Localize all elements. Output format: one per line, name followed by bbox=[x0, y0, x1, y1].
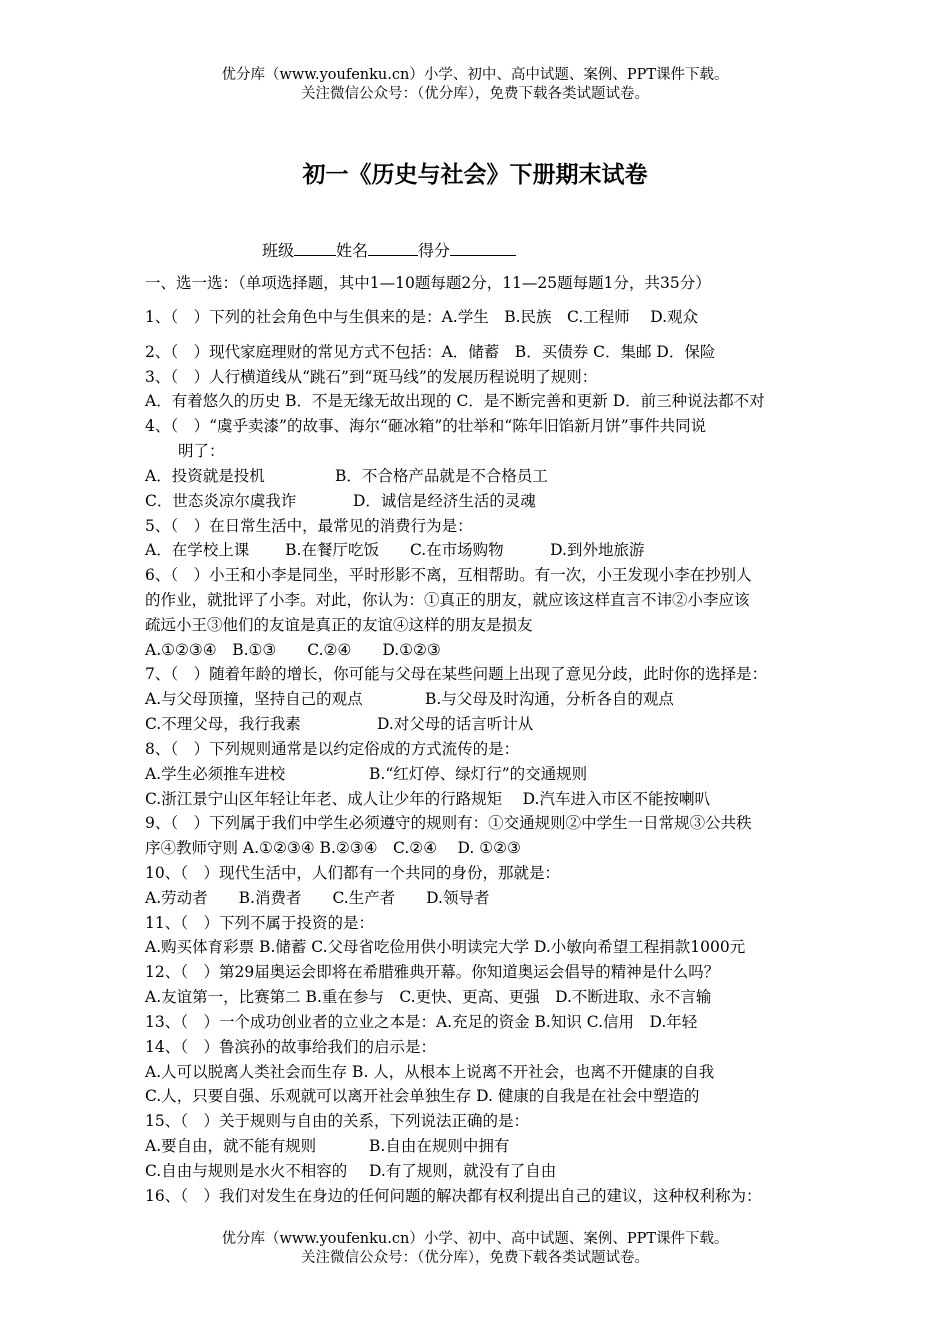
score-label: 得分 bbox=[418, 241, 451, 260]
question-3: 3、（ ）人行横道线从“跳石”到“斑马线”的发展历程说明了规则： bbox=[145, 368, 598, 386]
option-d: D.有了规则，就没有了自由 bbox=[369, 1162, 557, 1180]
question-6-cont-1: 的作业，就批评了小李。对此，你认为：①真正的朋友，就应该这样直言不讳②小李应该 bbox=[145, 591, 750, 609]
option-a: A.要自由，就不能有规则 bbox=[145, 1137, 317, 1155]
question-10-options: A.劳动者 B.消费者 C.生产者 D.领导者 bbox=[145, 889, 490, 907]
question-2: 2、（ ）现代家庭理财的常见方式不包括：A．储蓄 B．买债券 C．集邮 D．保险 bbox=[145, 343, 716, 361]
section-heading: 一、选一选：（单项选择题，其中1—10题每题2分，11—25题每题1分，共35分） bbox=[145, 274, 711, 292]
class-blank[interactable] bbox=[294, 240, 336, 256]
option-d: D．诚信是经济生活的灵魂 bbox=[353, 492, 536, 510]
question-8-options-ab bbox=[145, 762, 587, 784]
question-13: 13、（ ）一个成功创业者的立业之本是：A.充足的资金 B.知识 C.信用 D.年轻 bbox=[145, 1013, 698, 1031]
page-footer bbox=[0, 1230, 950, 1268]
question-4-cont: 明了： bbox=[178, 442, 225, 460]
question-15-options-cd bbox=[145, 1159, 556, 1181]
question-15: 15、（ ）关于规则与自由的关系，下列说法正确的是： bbox=[145, 1112, 529, 1130]
question-5: 5、（ ）在日常生活中，最常见的消费行为是： bbox=[145, 517, 473, 535]
question-14-options-ab: A.人可以脱离人类社会而生存 B. 人，从根本上说离不开社会，也离不开健康的自我 bbox=[145, 1063, 715, 1081]
question-1: 1、（ ）下列的社会角色中与生俱来的是：A.学生 B.民族 C.工程师 D.观众 bbox=[145, 308, 699, 326]
footer-line-1: 优分库（www.youfenku.cn）小学、初中、高中试题、案例、PPT课件下载。 bbox=[221, 1231, 729, 1247]
question-12-options: A.友谊第一，比赛第二 B.重在参与 C.更快、更高、更强 D.不断进取、永不言输 bbox=[145, 988, 712, 1006]
question-11-options: A.购买体育彩票 B.储蓄 C.父母省吃俭用供小明读完大学 D.小敏向希望工程捐款1000元 bbox=[145, 938, 746, 956]
option-b: B.“红灯停、绿灯行”的交通规则 bbox=[369, 765, 588, 783]
option-a: A．投资就是投机 bbox=[145, 467, 265, 485]
question-12: 12、（ ）第29届奥运会即将在希腊雅典开幕。你知道奥运会倡导的精神是什么吗？ bbox=[145, 963, 720, 981]
question-8-options-cd: C.浙江景宁山区年轻让年老、成人让少年的行路规矩 D.汽车进入市区不能按喇叭 bbox=[145, 790, 710, 808]
page-header bbox=[0, 66, 950, 104]
class-label: 班级 bbox=[262, 241, 295, 260]
question-6-cont-2: 疏远小王③他们的友谊是真正的友谊④这样的朋友是损友 bbox=[145, 616, 533, 634]
student-info bbox=[262, 238, 516, 261]
question-4: 4、（ ）“虞乎卖漆”的故事、海尔“砸冰箱”的壮举和“陈年旧馅新月饼”事件共同说 bbox=[145, 417, 707, 435]
question-7: 7、（ ）随着年龄的增长，你可能与父母在某些问题上出现了意见分歧，此时你的选择是： bbox=[145, 665, 768, 683]
question-9: 9、（ ）下列属于我们中学生必须遵守的规则有：①交通规则②中学生一日常规③公共秩 bbox=[145, 814, 752, 832]
question-14: 14、（ ）鲁滨孙的故事给我们的启示是： bbox=[145, 1038, 436, 1056]
question-10: 10、（ ）现代生活中，人们都有一个共同的身份，那就是： bbox=[145, 864, 560, 882]
footer-line-2: 关注微信公众号：（优分库），免费下载各类试题试卷。 bbox=[301, 1250, 649, 1266]
question-5-options: A．在学校上课 B.在餐厅吃饭 C.在市场购物 D.到外地旅游 bbox=[145, 541, 645, 559]
question-9-cont: 序④教师守则 A.①②③④ B.②③④ C.②④ D. ①②③ bbox=[145, 839, 521, 857]
score-blank[interactable] bbox=[450, 240, 516, 256]
question-6: 6、（ ）小王和小李是同坐，平时形影不离，互相帮助。有一次，小王发现小李在抄别人 bbox=[145, 566, 752, 584]
question-3-options: A．有着悠久的历史 B．不是无缘无故出现的 C．是不断完善和更新 D．前三种说法都不对 bbox=[145, 392, 765, 410]
question-8: 8、（ ）下列规则通常是以约定俗成的方式流传的是： bbox=[145, 740, 520, 758]
option-b: B.自由在规则中拥有 bbox=[369, 1137, 510, 1155]
option-b: B．不合格产品就是不合格员工 bbox=[335, 467, 548, 485]
option-a: A.与父母顶撞，坚持自己的观点 bbox=[145, 690, 363, 708]
question-11: 11、（ ）下列不属于投资的是： bbox=[145, 914, 374, 932]
name-label: 姓名 bbox=[336, 241, 369, 260]
question-4-options-cd bbox=[145, 489, 536, 511]
question-4-options-ab bbox=[145, 464, 548, 486]
option-b: B.与父母及时沟通，分析各自的观点 bbox=[425, 690, 674, 708]
question-15-options-ab bbox=[145, 1134, 509, 1156]
page-title: 初一《历史与社会》下册期末试卷 bbox=[302, 162, 648, 188]
option-c: C.自由与规则是水火不相容的 bbox=[145, 1162, 348, 1180]
question-7-options-ab bbox=[145, 687, 674, 709]
question-16: 16、（ ）我们对发生在身边的任何问题的解决都有权利提出自己的建议，这种权利称为： bbox=[145, 1187, 762, 1205]
header-line-1: 优分库（www.youfenku.cn）小学、初中、高中试题、案例、PPT课件下载。 bbox=[221, 67, 729, 83]
question-7-options-cd bbox=[145, 712, 533, 734]
question-6-options: A.①②③④ B.①③ C.②④ D.①②③ bbox=[145, 641, 441, 659]
option-d: D.对父母的话言听计从 bbox=[377, 715, 534, 733]
option-c: C.不理父母，我行我素 bbox=[145, 715, 301, 733]
header-line-2: 关注微信公众号：（优分库），免费下载各类试题试卷。 bbox=[301, 86, 649, 102]
option-c: C．世态炎凉尔虞我诈 bbox=[145, 492, 297, 510]
question-14-options-cd: C.人，只要自强、乐观就可以离开社会单独生存 D. 健康的自我是在社会中塑造的 bbox=[145, 1087, 700, 1105]
option-a: A.学生必须推车进校 bbox=[145, 765, 286, 783]
name-blank[interactable] bbox=[368, 240, 418, 256]
